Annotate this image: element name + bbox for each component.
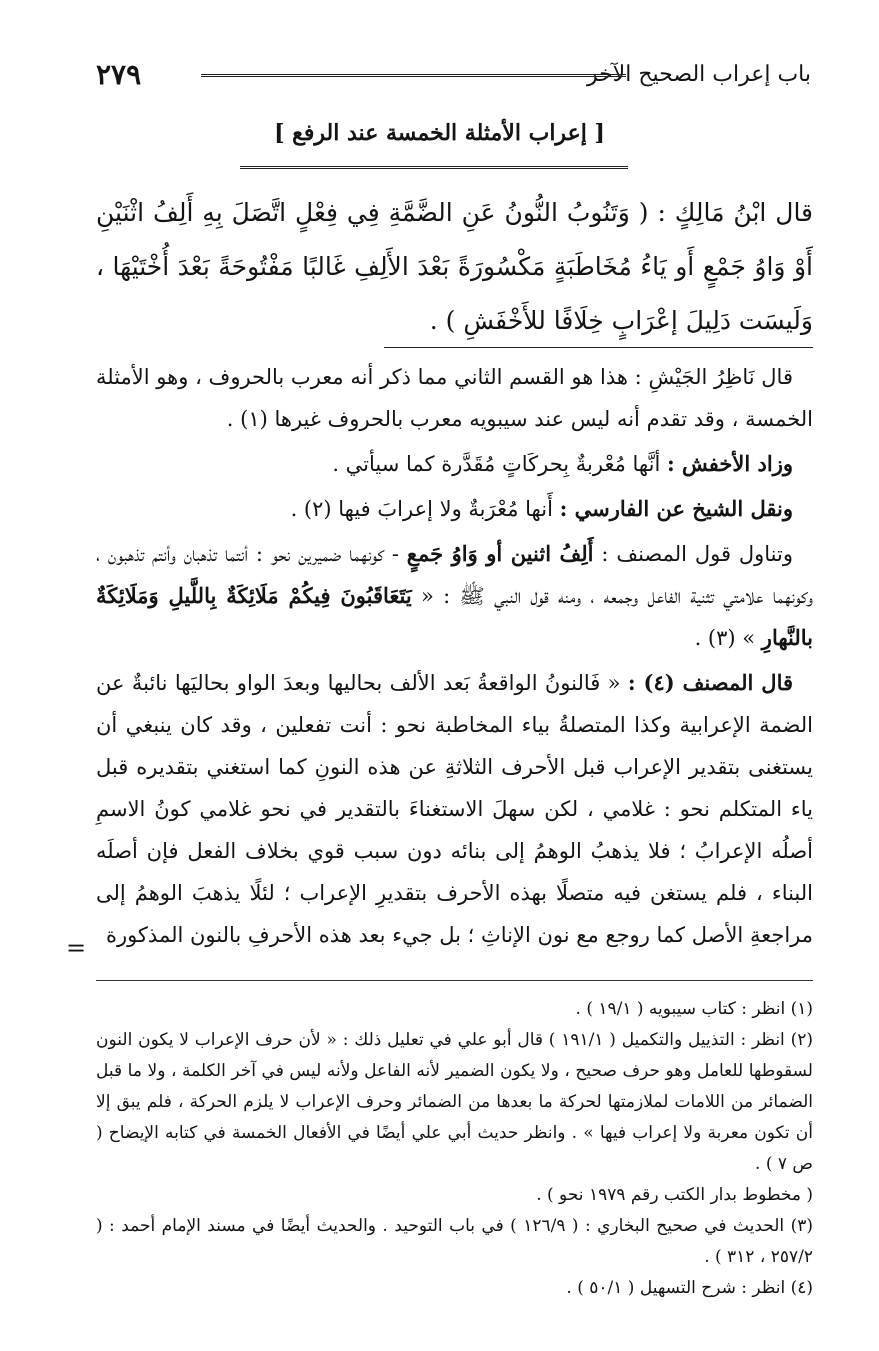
p1-text: هذا هو القسم الثاني مما ذكر أنه معرب بالحروف ، وهو الأمثلة الخمسة ، وقد تقدم أنه ليس عند سيبويه معرب بالحروف غيرها (١) . [96, 365, 813, 431]
commentary-body [96, 356, 813, 956]
footnote-3: (٣) الحديث في صحيح البخاري : ( ١٢٦/٩ ) في باب التوحيد . والحديث أيضًا في مسند الإمام أحمد : ( ٢٥٧/٢ ، ٣١٢ ) . [96, 1216, 813, 1267]
p4-hadith: يَتَعَاقَبُونَ فِيكُمْ مَلَائِكَةٌ بِاللَّيلِ وَمَلَائِكَةٌ بالنَّهارِ [96, 583, 813, 650]
p2-lead: وزاد الأخفش : [666, 451, 793, 476]
p5-text: « فَالنونُ الواقعةُ بَعد الألف بحاليها وبعدَ الواو بحاليَها نائبةٌ عن الضمة الإعرابية وكذا المتصلةُ بياء المخاطبة نحو : أنت تفعلين ، وقد كان ينبغي أن يستغنى بتقدير الإعراب قبل الأحرف الثلاثةِ عن هذه النونِ كما استغني بتقديره قبل ياء المتكلم نحو : غلامي ، لكن سهلَ الاستغناءَ بالتقدير في نحو غلامي كونُ الاسمِ أصلُه الإعرابُ ؛ فلا يذهبُ الوهمُ إلى بنائه دون سبب قوي بخلاف الفعل فإن أصلَه البناء ، فلم يستغن فيه متصلًا بهذه الأحرف بتقديرِ الإعراب ؛ لئلًا يذهبَ الوهمُ إلى مراجعةِ الأصل كما روجع مع نون الإناثِ ؛ بل جيء بعد هذه الأحرفِ بالنون المذكورة [96, 671, 813, 947]
p3-lead: ونقل الشيخ عن الفارسي : [559, 496, 793, 521]
section-title-rule [240, 166, 628, 173]
p2-text: أنَّها مُعْربةٌ بِحركَاتٍ مُقَدَّرة كما سيأتي . [332, 452, 661, 476]
verse-separator [384, 347, 813, 348]
continuation-mark: = [66, 934, 87, 962]
paragraph-2 [96, 443, 813, 485]
p4-b: - كونهما ضميرين نحو : أنتما تذهبان وأنتم تذهبون ، وكونهما علامتي تثنية الفاعل وجمعه ، ومنه قول النبي ﷺ : « [96, 542, 813, 608]
verse-block [96, 186, 813, 348]
footnote-4: (٤) انظر : شرح التسهيل ( ٥٠/١ ) . [566, 1278, 813, 1298]
paragraph-3 [96, 488, 813, 530]
running-header [96, 60, 811, 102]
p5-lead: قال المصنف (٤) : [627, 670, 793, 695]
footnote-1: (١) انظر : كتاب سيبويه ( ١٩/١ ) . [575, 999, 813, 1019]
paragraph-4 [96, 533, 813, 659]
paragraph-5 [96, 662, 813, 956]
p4-a: وتناول قول المصنف : [601, 542, 793, 566]
section-title: [ إعراب الأمثلة الخمسة عند الرفع ] [274, 120, 605, 146]
footnote-2-cont: ( مخطوط بدار الكتب رقم ١٩٧٩ نحو ) . [536, 1185, 813, 1205]
running-title: باب إعراب الصحيح الآخر [586, 62, 811, 87]
footnote-2: (٢) انظر : التذييل والتكميل ( ١٩١/١ ) قال أبو علي في تعليل ذلك : « لأن حرف الإعراب لا يكون النون لسقوطها للعامل وهو حرف صحيح ، ولا يكون الضمير لأنه الفاعل ولأنه ليس في آخر الكلمة ، ولا ما قبل الضمائر من اللامات لملازمتها لحركة ما بعدها من الضمائر وحرف الإعراب لا يلزم الحركة ، فلم يبق إلا أن تكون معربة ولا إعراب فيها » . وانظر حديث أبي علي أيضًا في الأفعال الخمسة في كتابه الإيضاح ( ص ٧ ) . [96, 1030, 813, 1174]
verse-text: ( وَتَنُوبُ النُّونُ عَنِ الضَّمَّةِ فِي فِعْلٍ اتَّصَلَ بِهِ أَلِفُ اثْنَيْنِ أَوْ وَاوُ جَمْعٍ أَو يَاءُ مُخَاطَبَةٍ مَكْسُورَةً بَعْدَ الأَلِفِ غَالبًا مَفْتُوحَةً بَعْدَ أُخْتَيْهَا ، وَلَيسَت دَلِيلَ إعْرَابٍ خِلَافًا للأَخْفَشِ ) . [96, 198, 813, 335]
verse-paragraph [96, 186, 813, 348]
paragraph-1 [96, 356, 813, 440]
p1-speaker: قال نَاظِرُ الجَيْشِ : [634, 365, 793, 389]
footnotes [96, 994, 813, 1304]
header-double-rule [201, 74, 626, 81]
p4-c: » (٣) . [694, 626, 756, 650]
page-number: ٢٧٩ [96, 58, 142, 91]
p4-quoted: أَلِفُ اثنين أو وَاوُ جَمعٍ [406, 541, 594, 566]
footnote-separator [96, 980, 813, 981]
verse-speaker: قال ابْنُ مَالِكٍ : [657, 198, 814, 227]
p3-text: أَنها مُعْرَبةٌ ولا إعرابَ فيها (٢) . [290, 497, 553, 521]
